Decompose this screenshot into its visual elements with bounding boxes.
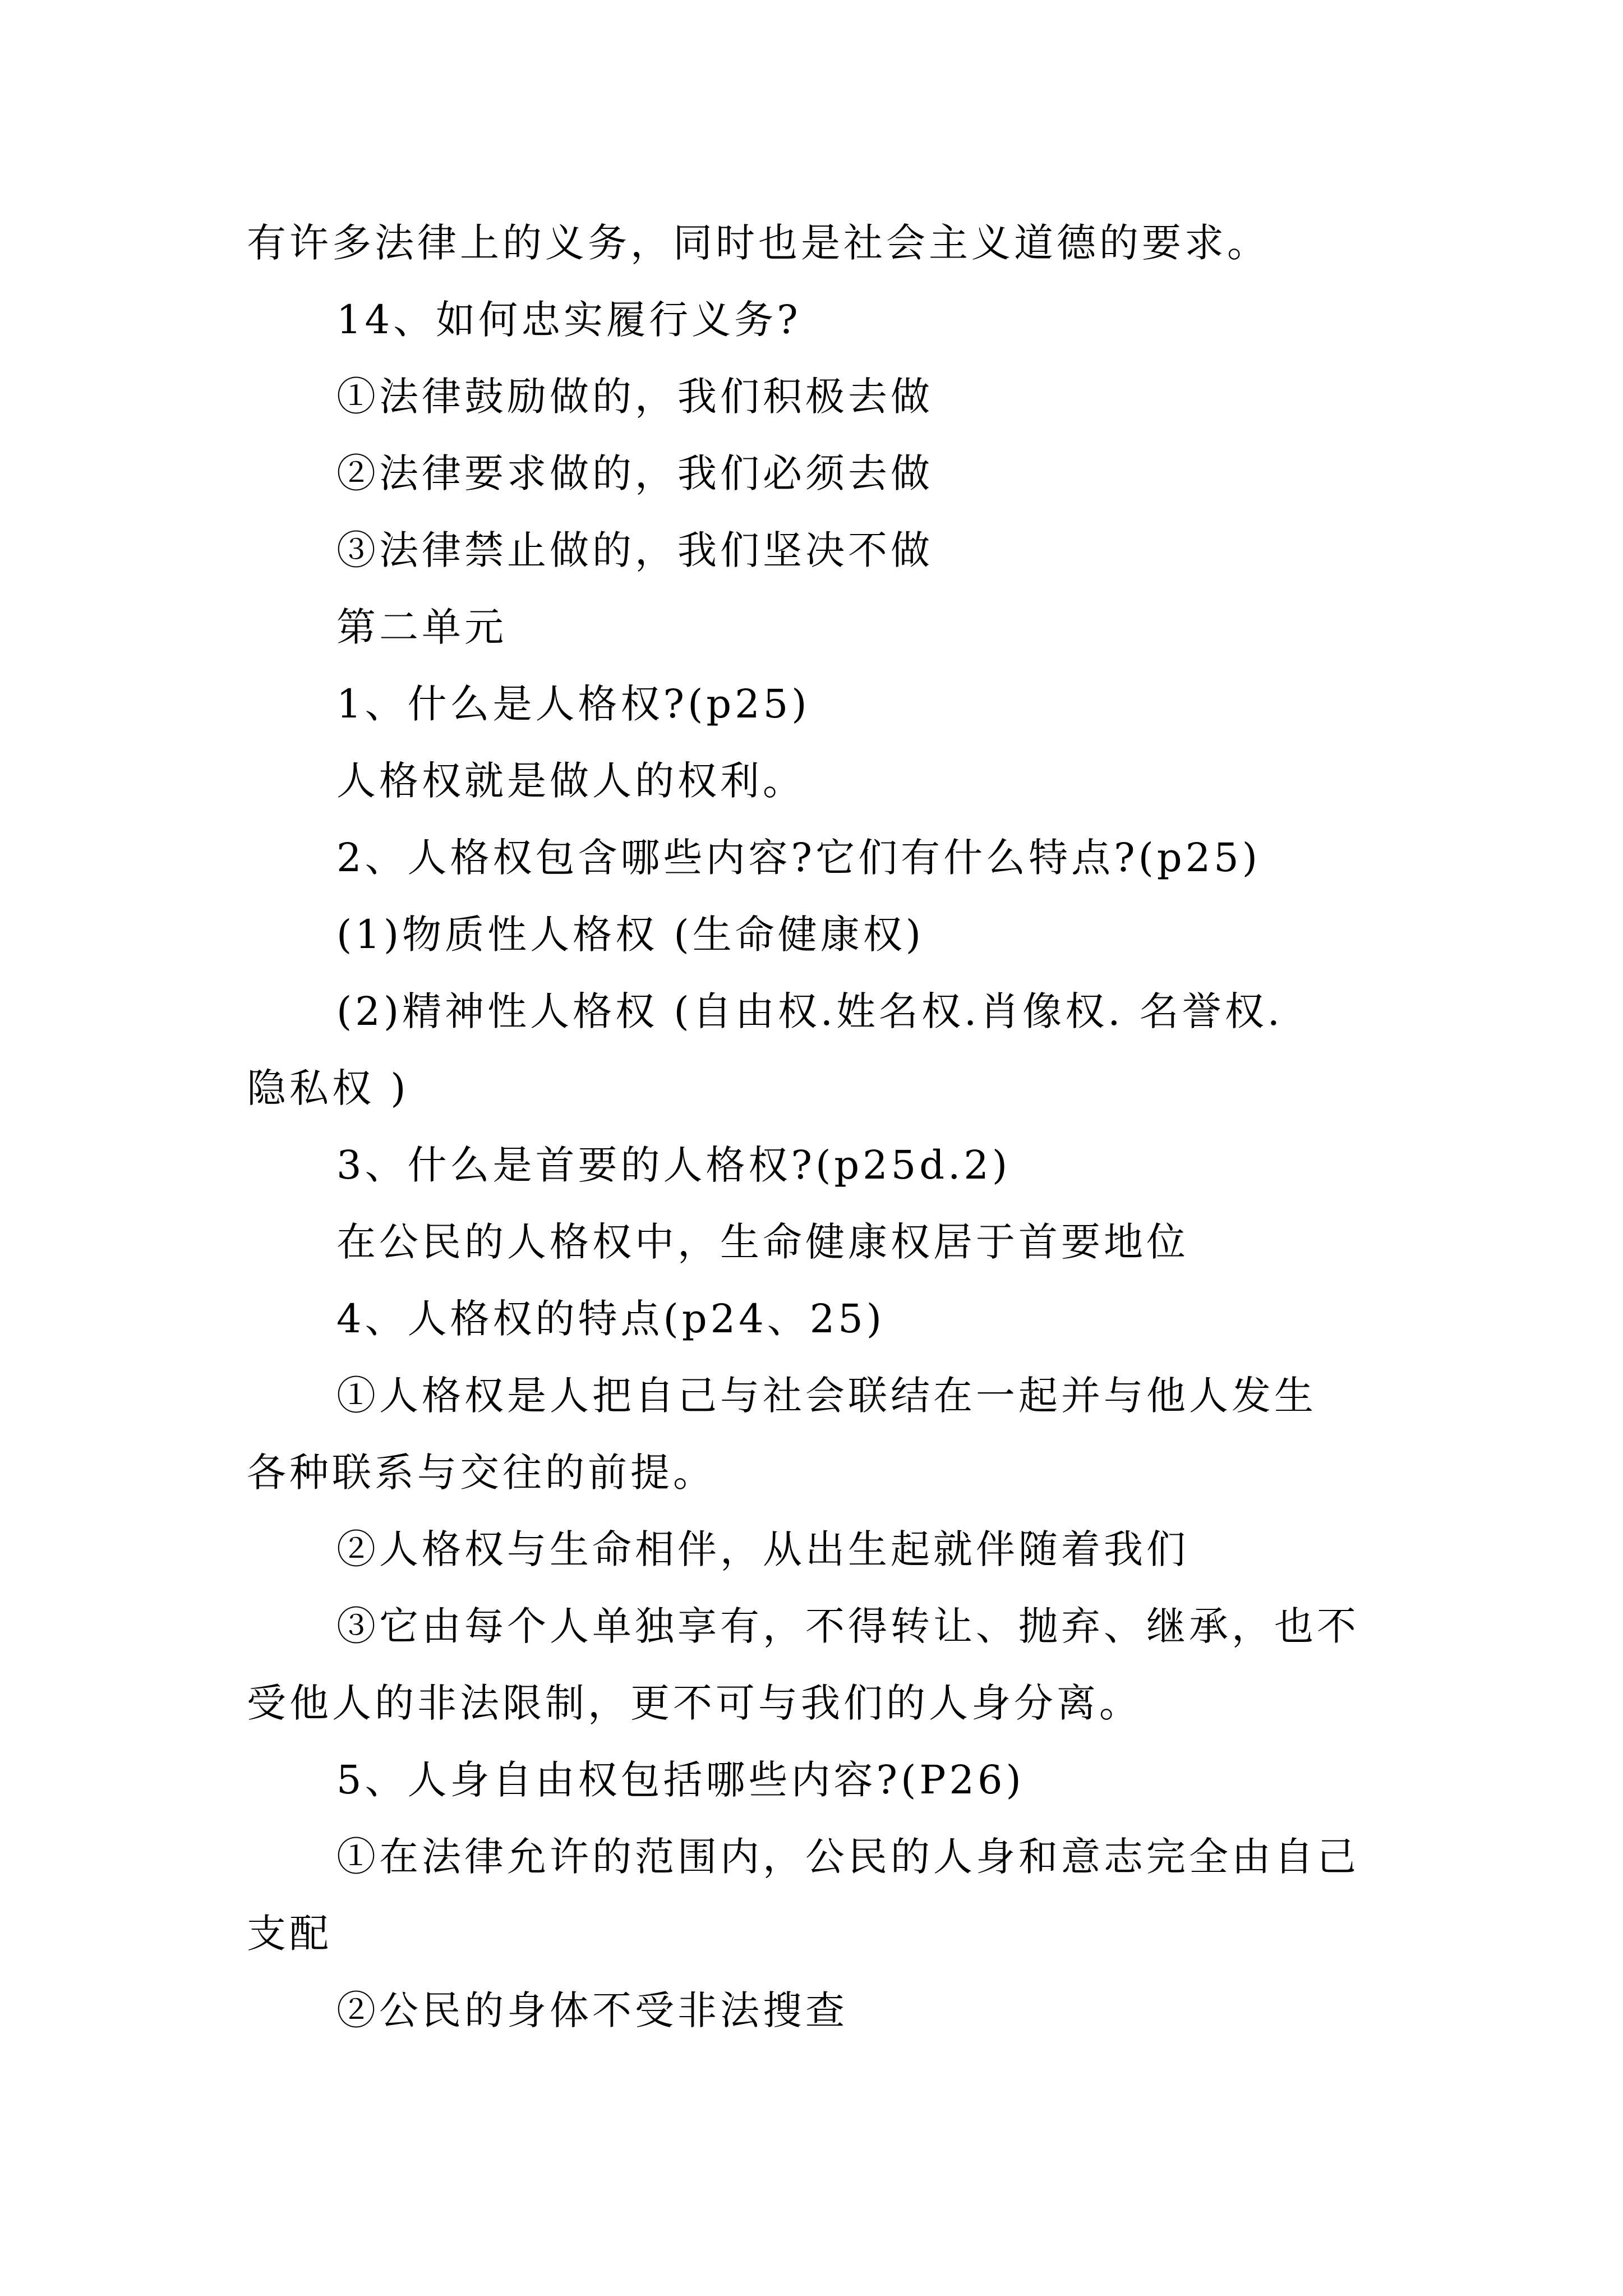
text-line: ③它由每个人单独享有，不得转让、抛弃、继承，也不 bbox=[336, 1603, 1359, 1649]
text-line: ②法律要求做的，我们必须去做 bbox=[336, 450, 933, 496]
text-line: 5、人身自由权包括哪些内容?(P26) bbox=[336, 1757, 1025, 1803]
text-line: ①在法律允许的范围内，公民的人身和意志完全由自己 bbox=[336, 1834, 1359, 1880]
text-line: 各种联系与交往的前提。 bbox=[247, 1450, 716, 1496]
text-line: 在公民的人格权中，生命健康权居于首要地位 bbox=[336, 1219, 1189, 1265]
text-line: 14、如何忠实履行义务? bbox=[336, 297, 801, 343]
text-line: ①法律鼓励做的，我们积极去做 bbox=[336, 374, 933, 420]
text-line: 4、人格权的特点(p24、25) bbox=[336, 1296, 886, 1342]
text-line: 人格权就是做人的权利。 bbox=[336, 758, 805, 804]
text-line: 3、什么是首要的人格权?(p25d.2) bbox=[336, 1142, 1011, 1188]
text-line: ①人格权是人把自己与社会联结在一起并与他人发生 bbox=[336, 1373, 1317, 1419]
text-line: 支配 bbox=[247, 1911, 332, 1957]
text-line: 受他人的非法限制，更不可与我们的人身分离。 bbox=[247, 1680, 1142, 1726]
text-line: 有许多法律上的义务，同时也是社会主义道德的要求。 bbox=[247, 220, 1270, 266]
text-line: ③法律禁止做的，我们坚决不做 bbox=[336, 527, 933, 573]
text-line: (1)物质性人格权 (生命健康权) bbox=[336, 912, 925, 958]
text-line: 隐私权 ) bbox=[247, 1065, 409, 1111]
text-line: ②人格权与生命相伴，从出生起就伴随着我们 bbox=[336, 1526, 1189, 1572]
text-line: 2、人格权包含哪些内容?它们有什么特点?(p25) bbox=[336, 835, 1261, 881]
section-heading: 第二单元 bbox=[336, 604, 507, 650]
text-line: ②公民的身体不受非法搜查 bbox=[336, 1987, 848, 2033]
text-line: (2)精神性人格权 (自由权.姓名权.肖像权. 名誉权. bbox=[336, 988, 1283, 1034]
text-line: 1、什么是人格权?(p25) bbox=[336, 681, 810, 727]
